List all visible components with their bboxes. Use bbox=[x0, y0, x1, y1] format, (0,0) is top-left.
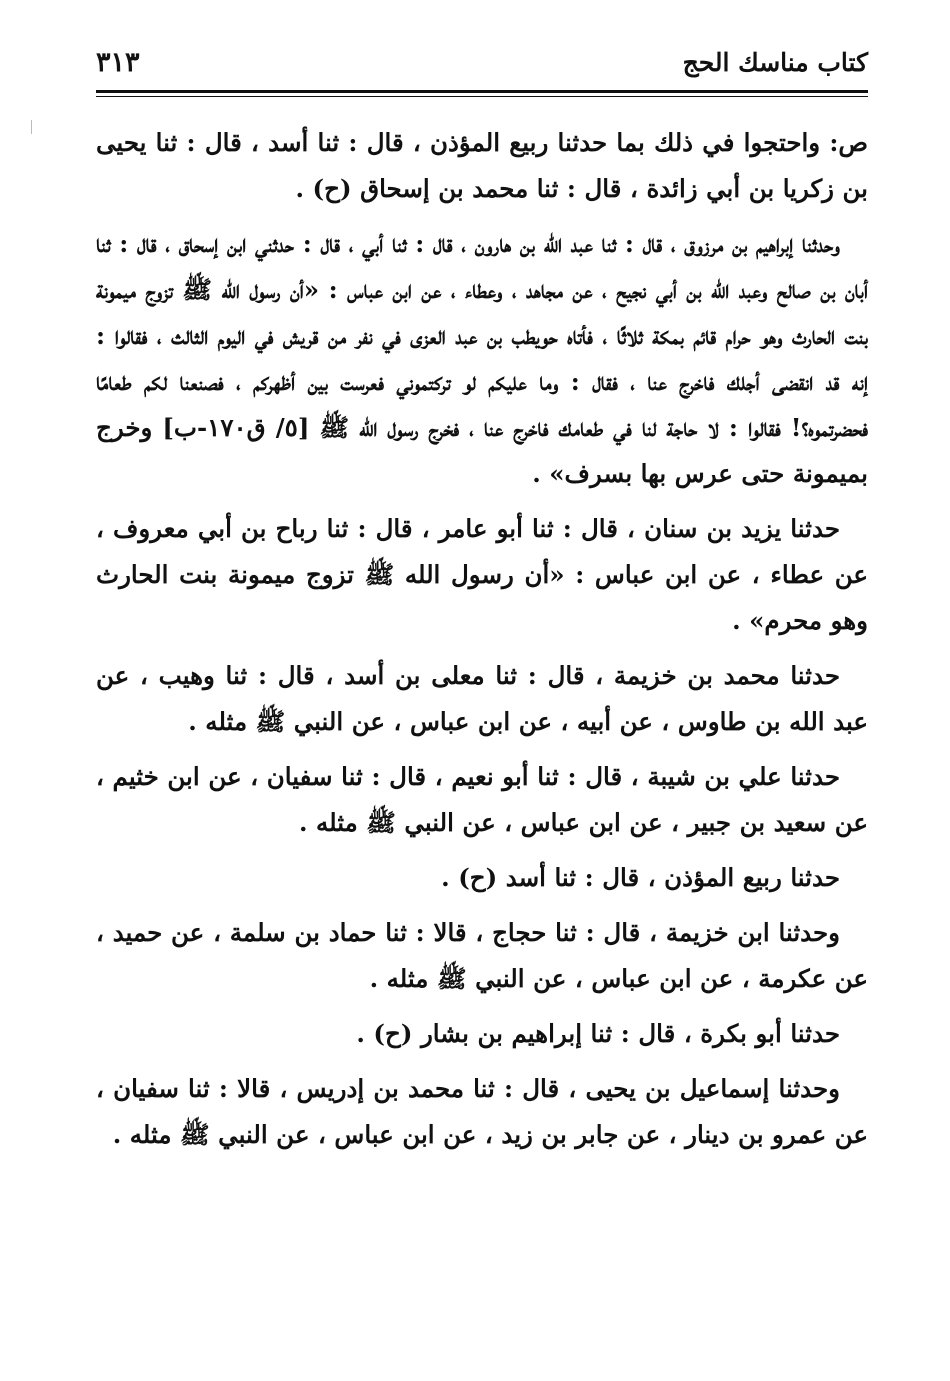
paragraph-1: ص: واحتجوا في ذلك بما حدثنا ربيع المؤذن ، قال : ثنا أسد ، قال : ثنا يحيى بن زكريا بن أبي زائدة ، قال : ثنا محمد بن إسحاق (ح) . bbox=[96, 128, 868, 203]
margin-mark bbox=[31, 120, 32, 134]
paragraph-3: حدثنا يزيد بن سنان ، قال : ثنا أبو عامر ، قال : ثنا رباح بن أبي معروف ، عن عطاء ، عن ابن عباس : «أن رسول الله ﷺ تزوج ميمونة بنت الحارث وهو محرم» . bbox=[96, 514, 868, 635]
paragraph-4: حدثنا محمد بن خزيمة ، قال : ثنا معلى بن أسد ، قال : ثنا وهيب ، عن عبد الله بن طاوس ، عن أبيه ، عن ابن عباس ، عن النبي ﷺ مثله . bbox=[96, 661, 868, 736]
paragraph-6: حدثنا ربيع المؤذن ، قال : ثنا أسد (ح) . bbox=[441, 863, 840, 892]
running-title: كتاب مناسك الحج bbox=[682, 48, 868, 77]
paragraph-5: حدثنا علي بن شيبة ، قال : ثنا أبو نعيم ، قال : ثنا سفيان ، عن ابن خثيم ، عن سعيد بن جبير ، عن ابن عباس ، عن النبي ﷺ مثله . bbox=[96, 762, 868, 837]
paragraph-2: وحدثنا إبراهيم بن مرزوق ، قال : ثنا عبد الله بن هارون ، قال : ثنا أبي ، قال : حدثني ابن إسحاق ، قال : ثنا أبان بن صالح وعبد الله بن أبي نجيح ، عن مجاهد ، وعطاء ، عن ابن عباس : «أن رسول الله ﷺ تزوج ميمونة بنت الحارث وهو حرام قائم بمكة ثلاثًا ، فأتاه حويطب بن عبد العزى في نفر من قريش في اليوم الثالث ، فقالوا : إنه قد انقضى أجلك فاخرج عنا ، فقال : وما عليكم لو تركتموني فعرست بين أظهركم ، فصنعنا لكم طعامًا فحضرتموه؟! فقالوا : لا حاجة لنا في طعامك فاخرج عنا ، فخرج رسول الله ﷺ [٥/ ق١٧٠-ب] وخرج بميمونة حتى عرس بها بسرف» . bbox=[96, 229, 868, 488]
body-text bbox=[96, 120, 868, 1167]
page-number: ٣١٣ bbox=[96, 47, 140, 78]
paragraph-9: وحدثنا إسماعيل بن يحيى ، قال : ثنا محمد بن إدريس ، قالا : ثنا سفيان ، عن عمرو بن دينار ، عن جابر بن زيد ، عن ابن عباس ، عن النبي ﷺ مثله . bbox=[96, 1074, 868, 1149]
header-rule-thin bbox=[96, 96, 868, 97]
page-header bbox=[96, 42, 868, 84]
header-rule-thick bbox=[96, 90, 868, 93]
paragraph-8: حدثنا أبو بكرة ، قال : ثنا إبراهيم بن بشار (ح) . bbox=[356, 1019, 840, 1048]
paragraph-7: وحدثنا ابن خزيمة ، قال : ثنا حجاج ، قالا : ثنا حماد بن سلمة ، عن حميد ، عن عكرمة ، عن ابن عباس ، عن النبي ﷺ مثله . bbox=[96, 918, 868, 993]
